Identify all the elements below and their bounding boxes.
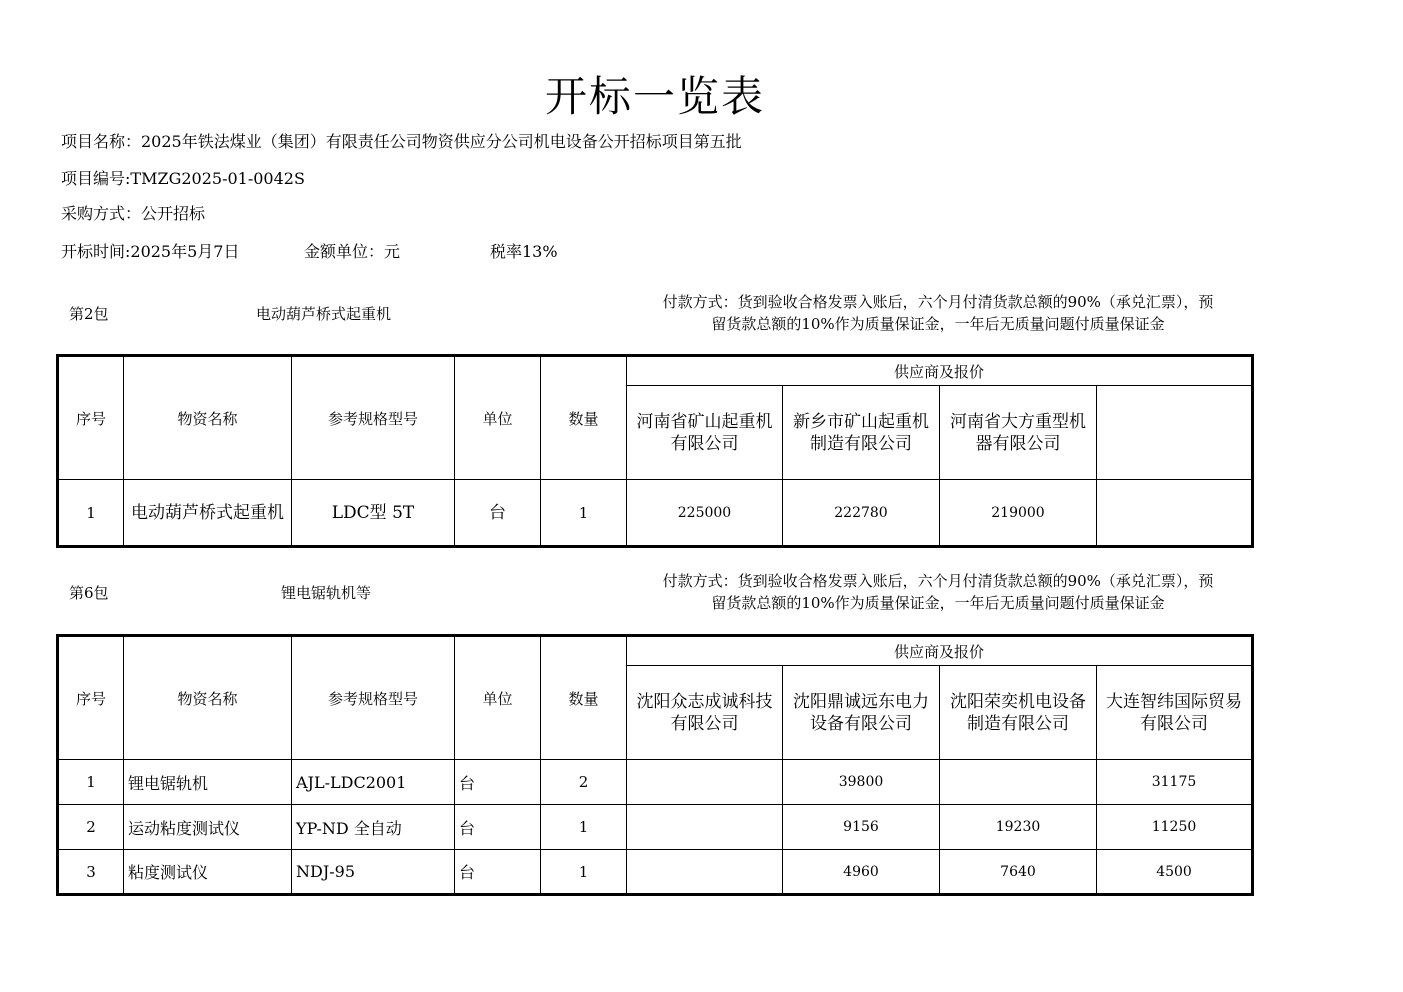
supplier-name: 大连智纬国际贸易有限公司 <box>1097 666 1253 760</box>
header-qty: 数量 <box>541 636 627 760</box>
cell-qty: 1 <box>541 480 627 547</box>
page-title: 开标一览表 <box>544 72 765 121</box>
opening-time: 开标时间:2025年5月7日 <box>61 242 240 261</box>
currency-unit: 金额单位：元 <box>304 242 401 261</box>
cell-name: 粘度测试仪 <box>124 850 292 895</box>
header-seq: 序号 <box>58 356 124 480</box>
header-name: 物资名称 <box>124 356 292 480</box>
cell-name: 锂电锯轨机 <box>124 760 292 805</box>
cell-seq: 2 <box>58 805 124 850</box>
header-unit: 单位 <box>455 636 541 760</box>
cell-price <box>940 760 1097 805</box>
table-row <box>58 760 1253 805</box>
project-name: 项目名称：2025年铁法煤业（集团）有限责任公司物资供应分公司机电设备公开招标项目第五批 <box>61 132 742 151</box>
payment-terms-line: 留货款总额的10%作为质量保证金，一年后无质量问题付质量保证金 <box>711 594 1165 612</box>
payment-terms <box>628 570 1248 614</box>
cell-seq: 3 <box>58 850 124 895</box>
package-name: 电动葫芦桥式起重机 <box>256 305 392 323</box>
cell-price: 222780 <box>783 480 940 547</box>
table-row <box>58 850 1253 895</box>
payment-terms <box>628 291 1248 335</box>
supplier-name <box>1097 386 1253 480</box>
cell-price <box>1097 480 1253 547</box>
header-qty: 数量 <box>541 356 627 480</box>
cell-price: 31175 <box>1097 760 1253 805</box>
table-row <box>58 480 1253 547</box>
cell-price: 39800 <box>783 760 940 805</box>
cell-spec: LDC型 5T <box>292 480 455 547</box>
header-unit: 单位 <box>455 356 541 480</box>
supplier-name: 沈阳鼎诚远东电力设备有限公司 <box>783 666 940 760</box>
supplier-name: 沈阳荣奕机电设备制造有限公司 <box>940 666 1097 760</box>
supplier-name: 沈阳众志成诚科技有限公司 <box>627 666 783 760</box>
header-suppliers: 供应商及报价 <box>627 636 1253 666</box>
cell-spec: YP-ND 全自动 <box>292 805 455 850</box>
cell-price <box>627 850 783 895</box>
table-row <box>58 805 1253 850</box>
package-number: 第2包 <box>69 305 109 323</box>
cell-spec: AJL-LDC2001 <box>292 760 455 805</box>
project-code: 项目编号:TMZG2025-01-0042S <box>61 169 305 188</box>
cell-seq: 1 <box>58 760 124 805</box>
package-name: 锂电锯轨机等 <box>281 584 372 602</box>
cell-name: 运动粘度测试仪 <box>124 805 292 850</box>
cell-price: 4960 <box>783 850 940 895</box>
bid-table-package-2 <box>56 354 1254 548</box>
cell-spec: NDJ-95 <box>292 850 455 895</box>
payment-terms-line: 留货款总额的10%作为质量保证金，一年后无质量问题付质量保证金 <box>711 315 1165 333</box>
tax-rate: 税率13% <box>490 242 558 261</box>
cell-price: 11250 <box>1097 805 1253 850</box>
header-spec: 参考规格型号 <box>292 356 455 480</box>
header-name: 物资名称 <box>124 636 292 760</box>
package-number: 第6包 <box>69 584 109 602</box>
supplier-name: 新乡市矿山起重机制造有限公司 <box>783 386 940 480</box>
header-suppliers: 供应商及报价 <box>627 356 1253 386</box>
cell-price: 225000 <box>627 480 783 547</box>
cell-unit: 台 <box>455 480 541 547</box>
procurement-method: 采购方式：公开招标 <box>61 204 206 223</box>
cell-unit: 台 <box>455 850 541 895</box>
bid-table-package-6 <box>56 634 1254 896</box>
cell-price: 4500 <box>1097 850 1253 895</box>
cell-price: 7640 <box>940 850 1097 895</box>
supplier-name: 河南省矿山起重机有限公司 <box>627 386 783 480</box>
cell-price: 219000 <box>940 480 1097 547</box>
cell-price: 19230 <box>940 805 1097 850</box>
header-spec: 参考规格型号 <box>292 636 455 760</box>
payment-terms-line: 付款方式：货到验收合格发票入账后，六个月付清货款总额的90%（承兑汇票），预 <box>662 293 1214 311</box>
supplier-name: 河南省大方重型机器有限公司 <box>940 386 1097 480</box>
cell-qty: 1 <box>541 805 627 850</box>
cell-seq: 1 <box>58 480 124 547</box>
cell-price <box>627 805 783 850</box>
cell-unit: 台 <box>455 805 541 850</box>
payment-terms-line: 付款方式：货到验收合格发票入账后，六个月付清货款总额的90%（承兑汇票），预 <box>662 572 1214 590</box>
header-seq: 序号 <box>58 636 124 760</box>
cell-qty: 2 <box>541 760 627 805</box>
cell-price <box>627 760 783 805</box>
cell-qty: 1 <box>541 850 627 895</box>
cell-price: 9156 <box>783 805 940 850</box>
cell-name: 电动葫芦桥式起重机 <box>124 480 292 547</box>
cell-unit: 台 <box>455 760 541 805</box>
